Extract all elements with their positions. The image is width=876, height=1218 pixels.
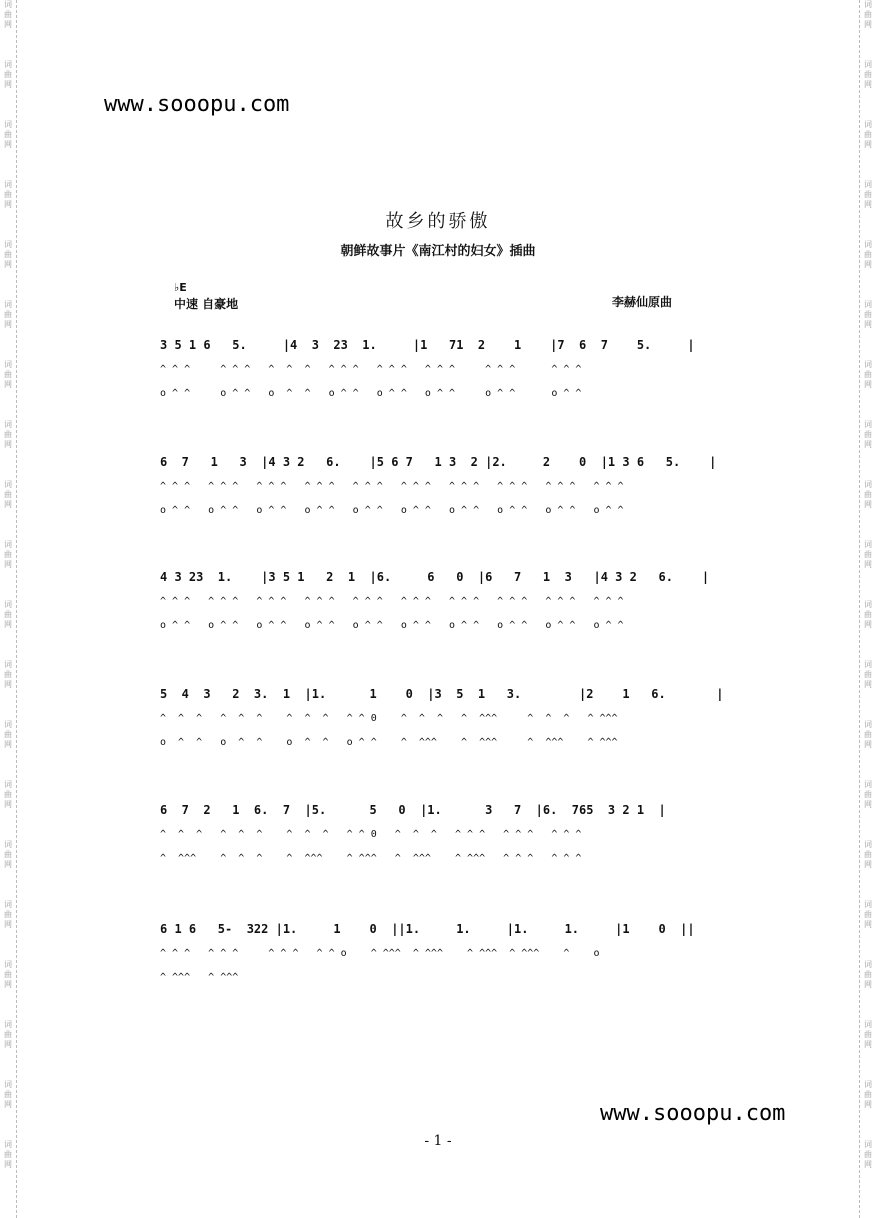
watermark-text: 词 曲 网 bbox=[864, 660, 872, 689]
melody-line: 5 4 3 2 3. 1 |1. 1 0 |3 5 1 3. |2 1 6. | bbox=[160, 687, 724, 701]
watermark-text: 词 曲 网 bbox=[4, 360, 12, 389]
watermark-text: 词 曲 网 bbox=[4, 720, 12, 749]
score-system-5 bbox=[0, 803, 876, 898]
watermark-text: 词 曲 网 bbox=[4, 540, 12, 569]
accompaniment-line-1: ^ ^ ^ ^ ^ ^ ^ ^ ^ ^ ^ 0 ^ ^ ^ ^ ^ ^ ^ ^ ^ ^ ^ ^ bbox=[160, 829, 582, 840]
watermark-text: 词 曲 网 bbox=[4, 300, 12, 329]
accompaniment-line-1: ^ ^ ^ ^ ^ ^ ^ ^ ^ ^ ^ o ^ ^^^ ^ ^^^ ^ ^^^ ^ ^^^ ^ o bbox=[160, 948, 600, 959]
watermark-text: 词 曲 网 bbox=[4, 660, 12, 689]
song-title: 故乡的骄傲 bbox=[385, 211, 491, 232]
accompaniment-line-2: o ^ ^ o ^ ^ o ^ ^ o ^ ^ ^ ^^^ ^ ^^^ ^ ^^^ ^ ^^^ bbox=[160, 737, 618, 748]
tempo-marking: 中速 自豪地 bbox=[174, 297, 239, 311]
song-subtitle: 朝鲜故事片《南江村的妇女》插曲 bbox=[340, 244, 536, 259]
watermark-text: 词 曲 网 bbox=[4, 420, 12, 449]
accompaniment-line-2: o ^ ^ o ^ ^ o ^ ^ o ^ ^ o ^ ^ o ^ ^ o ^ ^ o ^ ^ o ^ ^ o ^ ^ bbox=[160, 620, 624, 631]
watermark-text: 词 曲 网 bbox=[4, 240, 12, 269]
watermark-text: 词 曲 网 bbox=[864, 480, 872, 509]
score-system-4 bbox=[0, 687, 876, 782]
melody-line: 3 5 1 6 5. |4 3 23 1. |1 71 2 1 |7 6 7 5. | bbox=[160, 338, 695, 352]
watermark-text: 词 曲 网 bbox=[864, 60, 872, 89]
melody-line: 6 7 1 3 |4 3 2 6. |5 6 7 1 3 2 |2. 2 0 |1 3 6 5. | bbox=[160, 455, 717, 469]
watermark-text: 词 曲 网 bbox=[864, 780, 872, 809]
watermark-text: 词 曲 网 bbox=[864, 600, 872, 629]
key-signature: ♭E bbox=[174, 281, 187, 294]
accompaniment-line-2: o ^ ^ o ^ ^ o ^ ^ o ^ ^ o ^ ^ o ^ ^ o ^ ^ o ^ ^ o ^ ^ o ^ ^ bbox=[160, 505, 624, 516]
watermark-text: 词 曲 网 bbox=[4, 960, 12, 989]
watermark-text: 词 曲 网 bbox=[864, 1140, 872, 1169]
watermark-text: 词 曲 网 bbox=[4, 60, 12, 89]
watermark-text: 词 曲 网 bbox=[4, 780, 12, 809]
header-url[interactable]: www.sooopu.com bbox=[104, 92, 290, 117]
watermark-text: 词 曲 网 bbox=[4, 480, 12, 509]
melody-line: 6 1 6 5- 322 |1. 1 0 ||1. 1. |1. 1. |1 0 || bbox=[160, 922, 695, 936]
watermark-text: 词 曲 网 bbox=[864, 180, 872, 209]
watermark-text: 词 曲 网 bbox=[864, 720, 872, 749]
footer-url[interactable]: www.sooopu.com bbox=[600, 1101, 786, 1126]
watermark-text: 词 曲 网 bbox=[864, 300, 872, 329]
watermark-text: 词 曲 网 bbox=[864, 1020, 872, 1049]
score-system-6 bbox=[0, 922, 876, 1017]
composer: 李赫仙原曲 bbox=[612, 295, 673, 309]
watermark-text: 词 曲 网 bbox=[4, 1020, 12, 1049]
watermark-text: 词 曲 网 bbox=[864, 240, 872, 269]
accompaniment-line-1: ^ ^ ^ ^ ^ ^ ^ ^ ^ ^ ^ ^ ^ ^ ^ ^ ^ ^ ^ ^ ^ ^ ^ ^ ^ ^ ^ ^ ^ ^ bbox=[160, 481, 624, 492]
watermark-text: 词 曲 网 bbox=[4, 1140, 12, 1169]
accompaniment-line-1: ^ ^ ^ ^ ^ ^ ^ ^ ^ ^ ^ 0 ^ ^ ^ ^ ^^^ ^ ^ ^ ^ ^^^ bbox=[160, 713, 618, 724]
watermark-text: 词 曲 网 bbox=[4, 180, 12, 209]
melody-line: 4 3 23 1. |3 5 1 2 1 |6. 6 0 |6 7 1 3 |4 3 2 6. | bbox=[160, 570, 710, 584]
watermark-text: 词 曲 网 bbox=[864, 120, 872, 149]
accompaniment-line-2: ^ ^^^ ^ ^ ^ ^ ^^^ ^ ^^^ ^ ^^^ ^ ^^^ ^ ^ ^ ^ ^ ^ bbox=[160, 853, 582, 864]
accompaniment-line-2: o ^ ^ o ^ ^ o ^ ^ o ^ ^ o ^ ^ o ^ ^ o ^ ^ o ^ ^ bbox=[160, 388, 582, 399]
watermark-text: 词 曲 网 bbox=[864, 900, 872, 929]
accompaniment-line-1: ^ ^ ^ ^ ^ ^ ^ ^ ^ ^ ^ ^ ^ ^ ^ ^ ^ ^ ^ ^ ^ ^ ^ ^ bbox=[160, 364, 582, 375]
page-number: - 1 - bbox=[424, 1133, 452, 1149]
watermark-text: 词 曲 网 bbox=[4, 0, 12, 29]
watermark-text: 词 曲 网 bbox=[4, 120, 12, 149]
watermark-text: 词 曲 网 bbox=[4, 1080, 12, 1109]
accompaniment-line-2: ^ ^^^ ^ ^^^ bbox=[160, 972, 239, 983]
melody-line: 6 7 2 1 6. 7 |5. 5 0 |1. 3 7 |6. 765 3 2 1 | bbox=[160, 803, 666, 817]
watermark-text: 词 曲 网 bbox=[864, 0, 872, 29]
score-system-1 bbox=[0, 338, 876, 433]
watermark-text: 词 曲 网 bbox=[864, 360, 872, 389]
watermark-text: 词 曲 网 bbox=[4, 900, 12, 929]
watermark-text: 词 曲 网 bbox=[4, 840, 12, 869]
score-system-3 bbox=[0, 570, 876, 665]
watermark-text: 词 曲 网 bbox=[4, 600, 12, 629]
score-system-2 bbox=[0, 455, 876, 550]
watermark-text: 词 曲 网 bbox=[864, 840, 872, 869]
watermark-text: 词 曲 网 bbox=[864, 540, 872, 569]
accompaniment-line-1: ^ ^ ^ ^ ^ ^ ^ ^ ^ ^ ^ ^ ^ ^ ^ ^ ^ ^ ^ ^ ^ ^ ^ ^ ^ ^ ^ ^ ^ ^ bbox=[160, 596, 624, 607]
watermark-text: 词 曲 网 bbox=[864, 960, 872, 989]
watermark-text: 词 曲 网 bbox=[864, 420, 872, 449]
watermark-text: 词 曲 网 bbox=[864, 1080, 872, 1109]
